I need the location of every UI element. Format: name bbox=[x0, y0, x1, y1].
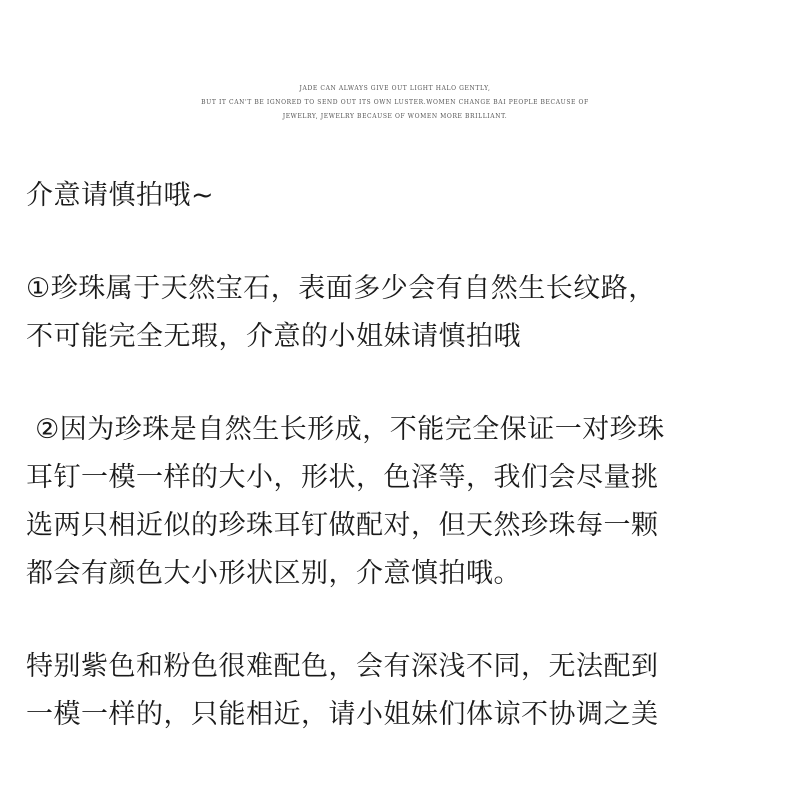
notice-line: 不可能完全无瑕，介意的小姐妹请慎拍哦 bbox=[26, 321, 521, 352]
notice-line: ②因为珍珠是自然生长形成，不能完全保证一对珍珠 bbox=[26, 414, 665, 445]
notice-line: 都会有颜色大小形状区别，介意慎拍哦。 bbox=[26, 558, 521, 589]
tagline-line: JADE CAN ALWAYS GIVE OUT LIGHT HALO GENTLY, bbox=[299, 85, 491, 92]
notice-heading: 介意请慎拍哦~ bbox=[26, 180, 215, 211]
notice-line: 一模一样的，只能相近，请小姐妹们体谅不协调之美 bbox=[26, 699, 659, 730]
notice-paragraph-color-matching bbox=[26, 643, 776, 739]
notice-content bbox=[26, 172, 776, 784]
notice-line: 选两只相近似的珍珠耳钉做配对，但天然珍珠每一颗 bbox=[26, 510, 659, 541]
notice-paragraph-natural-texture bbox=[26, 265, 776, 361]
notice-line: 耳钉一模一样的大小，形状，色泽等，我们会尽量挑 bbox=[26, 462, 659, 493]
brand-tagline bbox=[0, 82, 790, 124]
tagline-line: JEWELRY, JEWELRY BECAUSE OF WOMEN MORE BRILLIANT. bbox=[282, 113, 508, 120]
notice-paragraph-pair-matching bbox=[26, 406, 776, 598]
notice-line: ①珍珠属于天然宝石，表面多少会有自然生长纹路， bbox=[26, 273, 656, 304]
notice-line: 特别紫色和粉色很难配色，会有深浅不同，无法配到 bbox=[26, 651, 659, 682]
tagline-line: BUT IT CAN'T BE IGNORED TO SEND OUT ITS OWN LUSTER.WOMEN CHANGE BAI PEOPLE BECAUSE OF bbox=[201, 99, 589, 106]
